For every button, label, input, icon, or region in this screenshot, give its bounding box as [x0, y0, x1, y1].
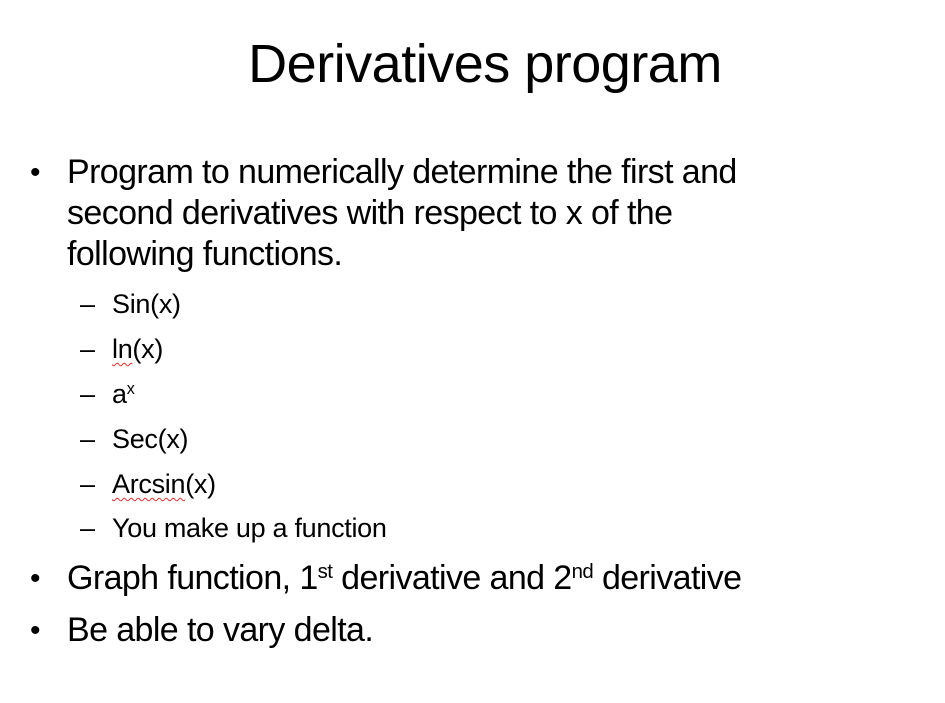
function-item-sec [80, 423, 188, 455]
dash-icon: – [80, 424, 95, 454]
bullet-text: Be able to vary delta. [67, 611, 374, 649]
dash-icon: – [80, 379, 95, 409]
function-item-custom [80, 512, 387, 544]
spellcheck-word: ln [112, 334, 133, 364]
bullet-text [67, 152, 737, 275]
function-label: (x) [132, 334, 164, 364]
bullet-icon: • [30, 562, 41, 595]
dash-icon: – [80, 469, 95, 499]
bullet-text-part: derivative and 2 [332, 559, 572, 597]
bullet-text-line: Program to numerically determine the first and [67, 153, 737, 191]
ordinal-suffix: nd [571, 560, 594, 583]
bullet-text-line: following functions. [67, 235, 343, 273]
bullet-text [67, 558, 741, 604]
bullet-icon: • [30, 614, 41, 647]
ordinal-suffix: st [317, 560, 333, 583]
function-base: a [112, 379, 127, 409]
dash-icon: – [80, 334, 95, 364]
bullet-text-line: second derivatives with respect to x of the [67, 194, 673, 232]
bullet-text-part: Graph function, 1 [67, 559, 318, 597]
function-item-exponential [80, 378, 135, 414]
function-label: Sec(x) [112, 424, 189, 454]
function-exponent: x [126, 380, 135, 399]
bullet-icon: • [30, 156, 41, 189]
function-label: (x) [185, 469, 216, 499]
function-item-ln [80, 333, 163, 365]
function-label: You make up a function [112, 513, 387, 543]
function-label: Sin(x) [112, 289, 181, 319]
dash-icon: – [80, 289, 95, 319]
function-item-sin [80, 288, 181, 320]
function-item-arcsin [80, 468, 216, 500]
spellcheck-word: Arcsin [112, 469, 186, 499]
slide-title: Derivatives program [248, 34, 722, 94]
bullet-text-part: derivative [593, 559, 742, 597]
dash-icon: – [80, 513, 95, 543]
